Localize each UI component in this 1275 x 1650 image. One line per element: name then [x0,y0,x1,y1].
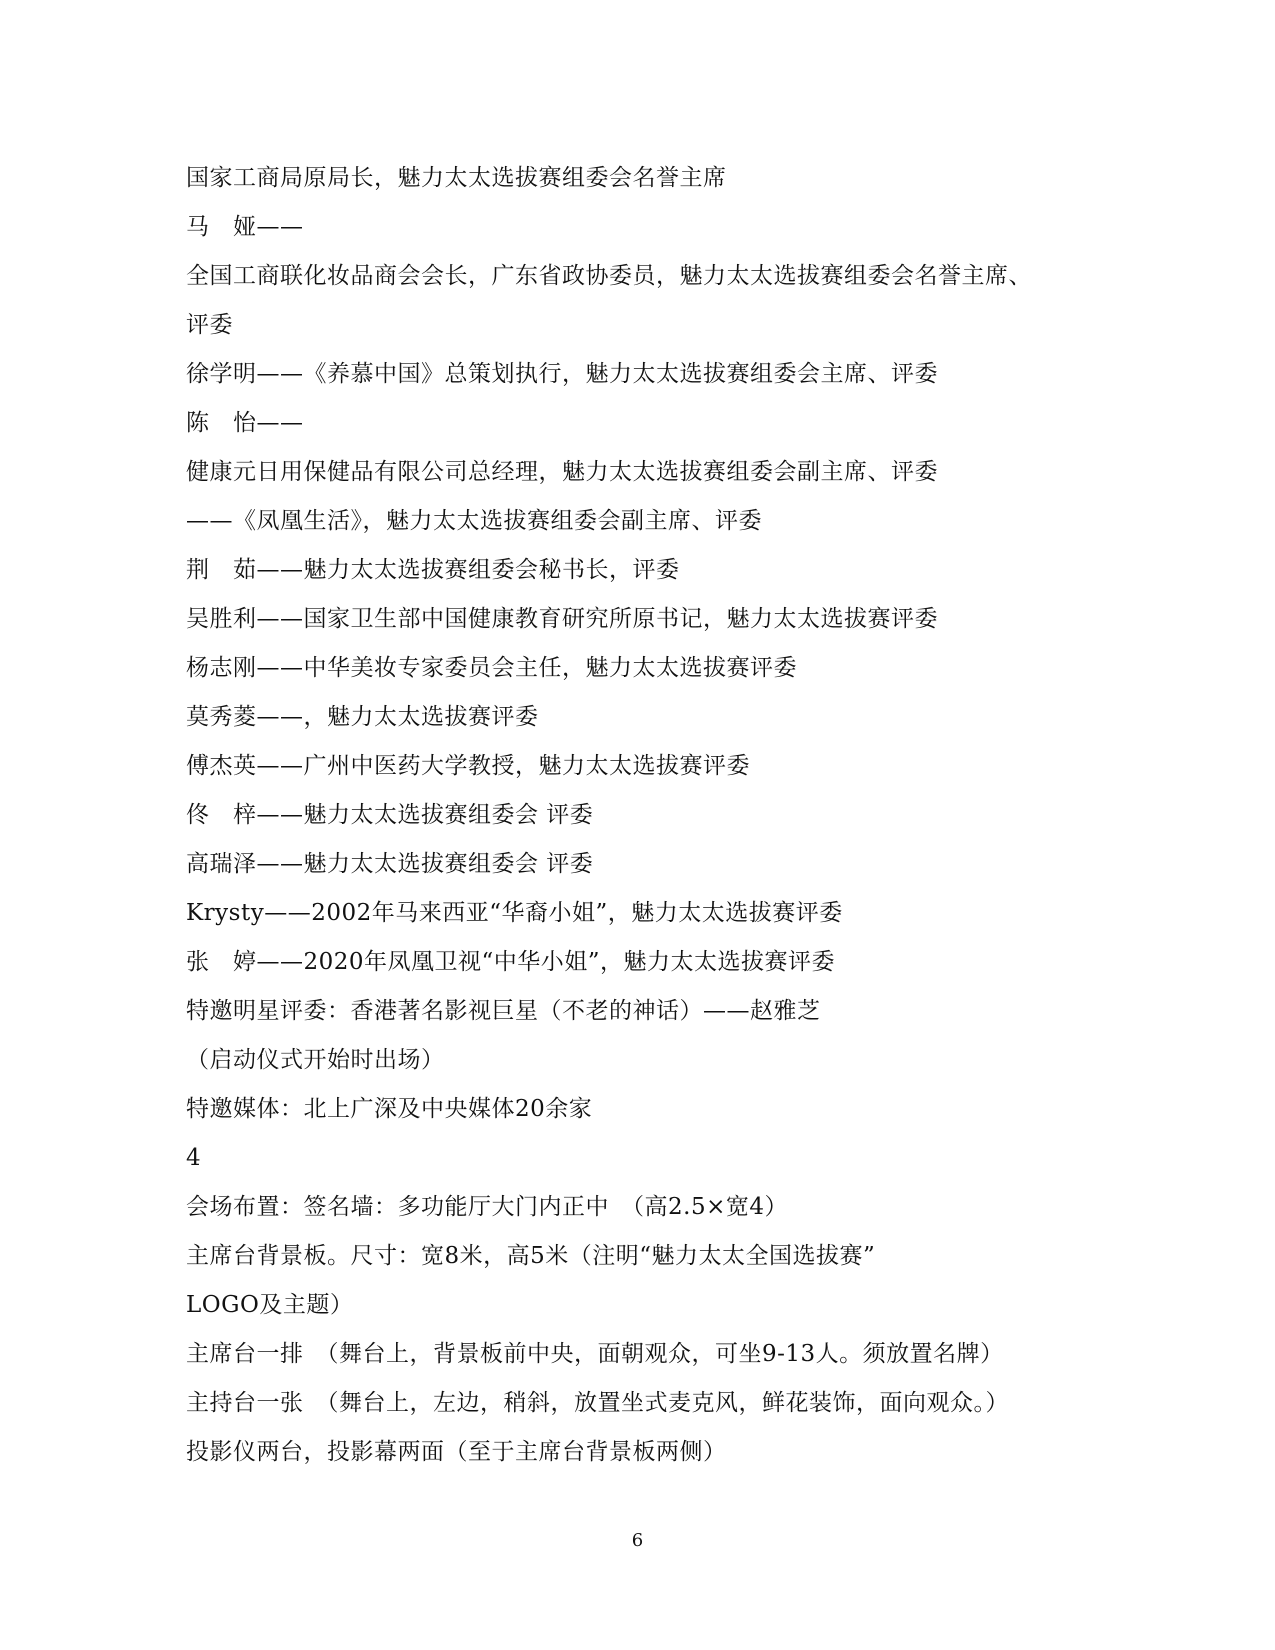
text-line: 傅杰英——广州中医药大学教授，魅力太太选拔赛评委 [186,753,750,779]
page-number: 6 [631,1530,644,1551]
text-line: 主持台一张 （舞台上，左边，稍斜，放置坐式麦克风，鲜花装饰，面向观众。） [186,1390,1009,1416]
text-line: 主席台背景板。尺寸：宽8米，高5米（注明“魅力太太全国选拔赛” [186,1243,876,1269]
text-line: 马 娅—— [186,214,304,240]
section-number: 4 [186,1145,202,1171]
document-body [186,154,1086,1477]
text-line: 荆 茹——魅力太太选拔赛组委会秘书长，评委 [186,557,680,583]
text-line: 徐学明——《养慕中国》总策划执行，魅力太太选拔赛组委会主席、评委 [186,361,938,387]
text-line: ——《凤凰生活》，魅力太太选拔赛组委会副主席、评委 [186,508,762,534]
text-line: 国家工商局原局长，魅力太太选拔赛组委会名誉主席 [186,165,727,191]
text-line: 特邀明星评委：香港著名影视巨星（不老的神话）——赵雅芝 [186,998,821,1024]
text-line: 评委 [186,312,233,338]
text-line: 吴胜利——国家卫生部中国健康教育研究所原书记，魅力太太选拔赛评委 [186,606,938,632]
text-line: Krysty——2002年马来西亚“华裔小姐”，魅力太太选拔赛评委 [186,900,843,926]
text-line: 全国工商联化妆品商会会长，广东省政协委员，魅力太太选拔赛组委会名誉主席、 [186,263,1032,289]
text-line: （启动仪式开始时出场） [186,1047,445,1073]
text-line: LOGO及主题） [186,1292,354,1318]
text-line: 陈 怡—— [186,410,304,436]
text-line: 会场布置：签名墙：多功能厅大门内正中 （高2.5×宽4） [186,1194,788,1220]
text-line: 杨志刚——中华美妆专家委员会主任，魅力太太选拔赛评委 [186,655,797,681]
text-line: 投影仪两台，投影幕两面（至于主席台背景板两侧） [186,1439,727,1465]
text-line: 佟 梓——魅力太太选拔赛组委会 评委 [186,802,594,828]
text-line: 张 婷——2020年凤凰卫视“中华小姐”，魅力太太选拔赛评委 [186,949,836,975]
text-line: 特邀媒体：北上广深及中央媒体20余家 [186,1096,593,1122]
text-line: 高瑞泽——魅力太太选拔赛组委会 评委 [186,851,594,877]
text-line: 莫秀菱——，魅力太太选拔赛评委 [186,704,539,730]
text-line: 主席台一排 （舞台上，背景板前中央，面朝观众，可坐9-13人。须放置名牌） [186,1341,1004,1367]
text-line: 健康元日用保健品有限公司总经理，魅力太太选拔赛组委会副主席、评委 [186,459,938,485]
